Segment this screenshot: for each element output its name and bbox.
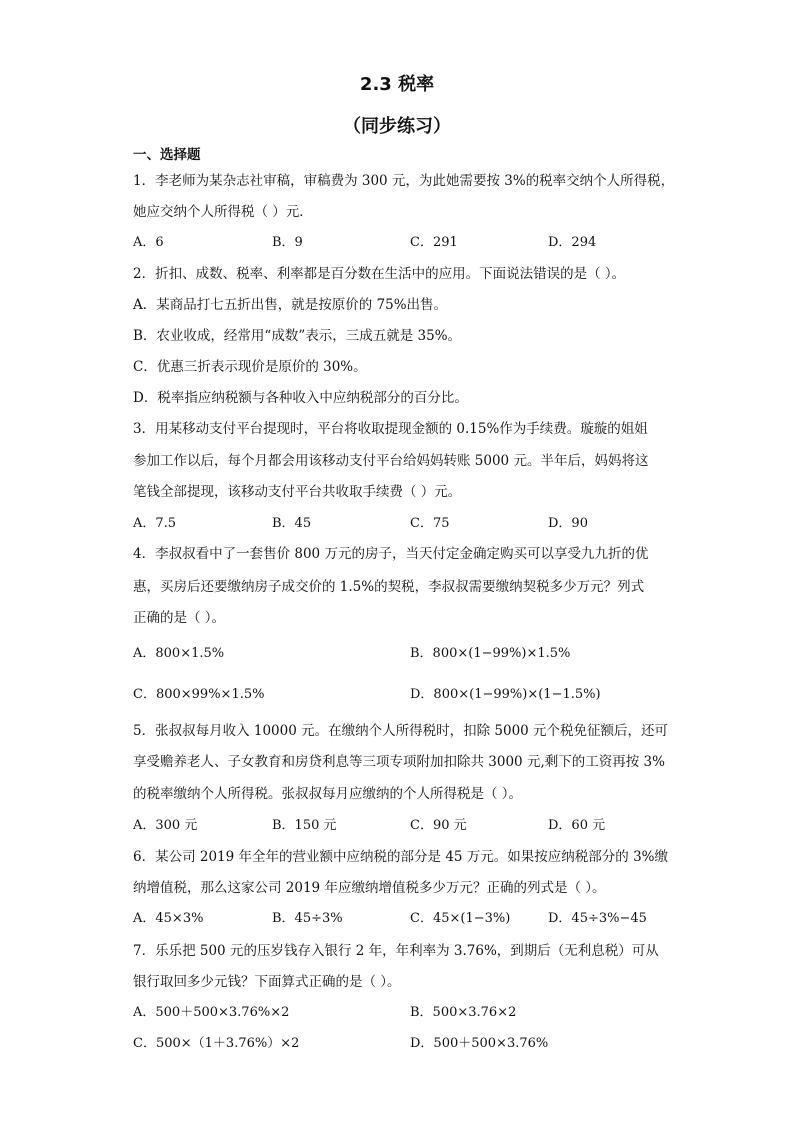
question-6-line-1: 6．某公司 2019 年全年的营业额中应纳税的部分是 45 万元。如果按应纳税部分的 3%缴 [133,849,668,865]
question-4-option-a: A．800×1.5% [133,646,225,661]
question-6-line-2: 纳增值税，那么这家公司 2019 年应缴纳增值税多少万元？正确的列式是（ ）。 [133,880,606,896]
question-1-line-1: 1．李老师为某杂志社审稿，审稿费为 300 元，为此她需要按 3%的税率交纳个人所得税， [133,173,675,189]
page-subtitle: （同步练习） [343,116,451,137]
question-2-option-d: D．税率指应纳税额与各种收入中应纳税部分的百分比。 [133,390,468,406]
question-6-option-c: C．45×(1−3%) [410,911,511,926]
question-1-option-c: C．291 [410,235,458,250]
question-7-option-b: B．500×3.76×2 [410,1005,517,1020]
question-4-option-d: D．800×(1−99%)×(1−1.5%) [410,687,601,702]
question-5-option-c: C．90 元 [410,818,467,833]
question-4-line-2: 惠，买房后还要缴纳房子成交价的 1.5%的契税，李叔叔需要缴纳契税多少万元？列式 [133,579,645,595]
question-6-option-d: D．45÷3%−45 [548,911,647,926]
question-5-line-1: 5．张叔叔每月收入 10000 元。在缴纳个人所得税时，扣除 5000 元个税免征额后，还可 [133,723,669,739]
question-5-option-b: B．150 元 [272,818,337,833]
question-5-line-3: 的税率缴纳个人所得税。张叔叔每月应缴纳的个人所得税是（ ）。 [133,786,523,802]
question-4-option-c: C．800×99%×1.5% [133,687,265,702]
question-6-option-b: B．45÷3% [272,911,343,926]
question-7-line-2: 银行取回多少元钱？下面算式正确的是（ ）。 [133,974,401,990]
question-3-option-c: C．75 [410,516,450,531]
question-1-option-a: A．6 [133,235,164,250]
question-3-line-3: 笔钱全部提现，该移动支付平台共收取手续费（ ）元。 [133,484,462,500]
question-7-line-1: 7．乐乐把 500 元的压岁钱存入银行 2 年，年利率为 3.76%，到期后（无利息税）可从 [133,943,659,959]
question-1-option-d: D．294 [548,235,597,250]
question-3-line-2: 参加工作以后，每个月都会用该移动支付平台给妈妈转账 5000 元。半年后，妈妈将这 [133,453,649,469]
question-2-option-c: C．优惠三折表示现价是原价的 30%。 [133,359,367,375]
question-4-line-3: 正确的是（ ）。 [133,610,226,626]
question-3-option-b: B．45 [272,516,312,531]
question-5-option-a: A．300 元 [133,818,198,833]
question-4-option-b: B．800×(1−99%)×1.5% [410,646,571,661]
question-3-line-1: 3．用某移动支付平台提现时，平台将收取提现金额的 0.15%作为手续费。璇璇的姐姐 [133,421,648,437]
section-heading: 一、选择题 [133,147,201,163]
question-7-option-c: C．500×（1＋3.76%）×2 [133,1036,300,1051]
question-6-option-a: A．45×3% [133,911,204,926]
question-2-line-1: 2．折扣、成数、税率、利率都是百分数在生活中的应用。下面说法错误的是（ ）。 [133,266,626,282]
question-5-line-2: 享受赡养老人、子女教育和房贷利息等三项专项附加扣除共 3000 元,剩下的工资再按 3% [133,754,665,770]
question-1-line-2: 她应交纳个人所得税（ ）元． [133,204,313,220]
question-7-option-a: A．500＋500×3.76%×2 [133,1005,290,1020]
question-2-option-a: A．某商品打七五折出售，就是按原价的 75%出售。 [133,297,448,313]
question-5-option-d: D．60 元 [548,818,606,833]
question-3-option-d: D．90 [548,516,588,531]
question-4-line-1: 4．李叔叔看中了一套售价 800 万元的房子，当天付定金确定购买可以享受九九折的优 [133,546,649,562]
question-1-option-b: B．9 [272,235,303,250]
question-7-option-d: D．500＋500×3.76% [410,1036,549,1051]
question-2-option-b: B．农业收成，经常用“成数”表示，三成五就是 35%。 [133,328,462,344]
question-3-option-a: A．7.5 [133,516,177,531]
page-title: 2.3 税率 [359,74,435,95]
